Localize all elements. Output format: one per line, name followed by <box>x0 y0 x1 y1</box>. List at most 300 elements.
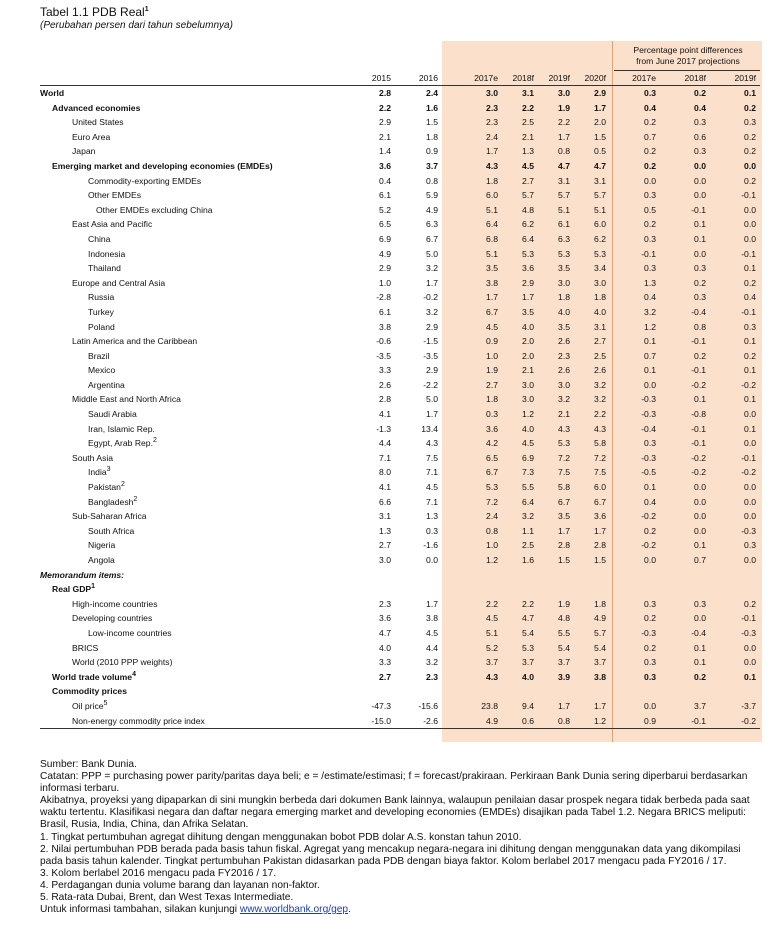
table-cell: 3.3 <box>379 365 391 376</box>
table-cell: 0.0 <box>744 233 756 244</box>
table-cell: 5.2 <box>379 204 391 215</box>
table-title: Tabel 1.1 PDB Real$^1$ <box>40 5 149 19</box>
table-row <box>40 641 760 656</box>
table-cell <box>710 582 760 597</box>
table-cell <box>610 568 660 583</box>
table-row <box>40 626 760 641</box>
table-cell: 0.0 <box>744 204 756 215</box>
row-label: Latin America and the Caribbean <box>72 336 198 347</box>
table-cell: 0.2 <box>744 350 756 361</box>
table-cell: 1.8 <box>558 292 570 303</box>
table-cell: -2.6 <box>395 714 442 729</box>
table-cell: -3.5 <box>423 350 438 361</box>
table-cell: 0.0 <box>644 555 656 565</box>
table-cell: 2.7 <box>594 336 606 347</box>
table-cell: -0.1 <box>691 204 706 215</box>
table-row <box>40 524 760 539</box>
row-label: World <box>40 88 65 98</box>
table-cell: 2.7 <box>522 175 534 186</box>
table-cell: 3.0 <box>486 88 498 98</box>
table-cell: 3.2 <box>426 263 438 274</box>
table-cell: 0.3 <box>644 438 656 449</box>
table-row <box>40 465 760 480</box>
table-cell: 3.8 <box>486 277 498 288</box>
table-cell: 0.0 <box>744 160 756 171</box>
table-cell: 1.4 <box>379 146 391 157</box>
table-cell: 4.3 <box>486 160 498 171</box>
table-cell <box>502 684 538 699</box>
table-cell <box>610 684 660 699</box>
table-cell <box>660 684 710 699</box>
table-cell: 3.1 <box>558 175 570 186</box>
table-cell: 2.6 <box>379 379 391 390</box>
table-cell: 2.4 <box>426 88 438 98</box>
table-cell <box>610 582 660 597</box>
table-cell: 0.9 <box>486 336 498 347</box>
table-cell <box>502 568 538 583</box>
table-cell: 5.7 <box>594 190 606 201</box>
table-cell: 2.1 <box>522 365 534 376</box>
table-cell: 1.3 <box>379 525 391 536</box>
table-row <box>40 451 760 466</box>
table-cell: 0.0 <box>694 190 706 201</box>
table-row <box>40 568 760 583</box>
table-cell: 0.0 <box>694 511 706 522</box>
note-more-info: Untuk informasi tambahan, silakan kunjungi www.worldbank.org/gep. <box>40 904 351 916</box>
row-label: Japan <box>72 146 96 157</box>
table-cell: 1.7 <box>594 525 606 536</box>
table-cell: 2.8 <box>379 394 391 405</box>
table-cell: 0.3 <box>426 525 438 536</box>
table-cell: -1.3 <box>376 423 391 434</box>
table-cell: 0.0 <box>744 555 756 565</box>
footnote-marker: 5 <box>103 700 108 708</box>
table-cell: 6.4 <box>486 219 498 230</box>
table-cell: 3.6 <box>379 160 391 171</box>
row-label: Commodity prices <box>52 686 127 697</box>
table-cell: 0.7 <box>644 350 656 361</box>
table-cell: 2.8 <box>379 88 391 98</box>
table-cell: 6.5 <box>486 452 498 463</box>
row-label: Angola <box>88 555 115 565</box>
table-cell: -0.2 <box>423 292 438 303</box>
table-cell <box>710 568 760 583</box>
table-cell: 1.7 <box>522 292 534 303</box>
table-cell: 4.4 <box>379 438 391 449</box>
table-cell: 0.9 <box>426 146 438 157</box>
table-cell: 4.9 <box>442 714 502 729</box>
table-cell: -0.2 <box>691 379 706 390</box>
table-cell: 1.5 <box>594 555 606 565</box>
table-row <box>40 188 760 203</box>
table-cell: 0.3 <box>486 409 498 420</box>
table-cell: 0.3 <box>644 657 656 668</box>
table-cell: -0.1 <box>741 613 756 624</box>
table-cell: 4.2 <box>486 438 498 449</box>
table-cell: -0.3 <box>641 394 656 405</box>
table-cell: 4.0 <box>522 671 534 682</box>
table-cell: 5.5 <box>558 627 570 638</box>
table-cell: 6.4 <box>522 496 534 507</box>
table-cell: 0.3 <box>694 117 706 128</box>
table-cell: 1.7 <box>486 146 498 157</box>
row-label: Commodity-exporting EMDEs <box>88 175 202 186</box>
table-cell: 2.3 <box>486 117 498 128</box>
table-cell: 0.1 <box>694 219 706 230</box>
table-cell: -0.6 <box>376 336 391 347</box>
table-cell: 3.3 <box>379 657 391 668</box>
table-cell: 5.3 <box>558 438 570 449</box>
table-cell: 2.0 <box>594 117 606 128</box>
row-label: Real GDP$^1$ <box>52 583 96 595</box>
table-cell: 0.4 <box>644 102 656 113</box>
table-cell: 1.3 <box>426 511 438 522</box>
row-label: Nigeria <box>88 540 116 551</box>
table-cell: 2.7 <box>379 671 391 682</box>
table-cell <box>442 582 502 597</box>
table-cell: 0.2 <box>694 277 706 288</box>
table-cell: 1.6 <box>426 102 438 113</box>
table-cell: 5.4 <box>594 642 606 653</box>
table-cell: 1.9 <box>486 365 498 376</box>
year-header: 2020f <box>574 72 610 86</box>
footnote-marker: 2 <box>152 437 157 445</box>
table-cell: 1.2 <box>486 555 498 565</box>
footnote-marker: 2 <box>133 495 138 503</box>
table-cell: 3.0 <box>522 379 534 390</box>
table-cell: 4.7 <box>522 613 534 624</box>
table-cell: 3.1 <box>522 88 534 98</box>
row-label: Russia <box>88 292 115 303</box>
table-cell: 0.0 <box>744 482 756 493</box>
table-cell: -15.6 <box>418 700 438 711</box>
table-cell: 0.0 <box>426 555 438 565</box>
table-cell: 9.4 <box>522 700 534 711</box>
table-row <box>40 597 760 612</box>
table-cell: 2.5 <box>594 350 606 361</box>
table-row <box>40 101 760 116</box>
table-cell: 0.3 <box>644 88 656 98</box>
table-cell: 6.2 <box>522 219 534 230</box>
table-cell: 4.7 <box>594 160 606 171</box>
table-cell: 7.2 <box>558 452 570 463</box>
table-cell: 6.3 <box>558 233 570 244</box>
table-cell: 0.2 <box>744 598 756 609</box>
table-cell: 0.3 <box>694 263 706 274</box>
table-cell: -0.4 <box>691 306 706 317</box>
table-cell: 4.8 <box>558 613 570 624</box>
table-cell: -0.1 <box>741 306 756 317</box>
table-cell: 0.0 <box>644 379 656 390</box>
table-cell: 0.2 <box>694 350 706 361</box>
table-cell: -0.2 <box>741 379 756 390</box>
table-cell: 2.9 <box>426 365 438 376</box>
table-cell: 2.2 <box>522 102 534 113</box>
table-cell: 4.3 <box>486 671 498 682</box>
table-cell: 0.1 <box>744 336 756 347</box>
table-cell: 2.2 <box>522 598 534 609</box>
table-cell: 0.4 <box>744 292 756 303</box>
table-cell <box>574 582 610 597</box>
table-cell <box>710 684 760 699</box>
table-cell: 0.7 <box>694 555 706 565</box>
table-cell <box>538 568 574 583</box>
row-label: World trade volume$^4$ <box>52 670 136 682</box>
table-cell: 6.7 <box>486 306 498 317</box>
table-cell: 0.0 <box>744 219 756 230</box>
table-cell: 2.1 <box>379 131 391 142</box>
footnote-marker: 4 <box>132 670 136 678</box>
table-cell: 0.1 <box>694 642 706 653</box>
table-cell: 0.0 <box>744 657 756 668</box>
table-cell: 3.7 <box>426 160 438 171</box>
table-cell: 0.8 <box>538 714 574 729</box>
table-cell: -0.1 <box>691 336 706 347</box>
table-cell: 2.0 <box>522 350 534 361</box>
table-cell <box>574 568 610 583</box>
table-row <box>40 174 760 189</box>
table-cell: -0.2 <box>741 467 756 478</box>
table-cell: 3.6 <box>486 423 498 434</box>
table-cell: 1.9 <box>558 598 570 609</box>
table-cell: 2.6 <box>594 365 606 376</box>
row-label: Mexico <box>88 365 116 376</box>
table-cell: 2.5 <box>522 540 534 551</box>
table-title-block <box>40 5 233 32</box>
table-cell: 1.3 <box>522 146 534 157</box>
table-cell: 7.5 <box>426 452 438 463</box>
table-cell: 2.9 <box>522 277 534 288</box>
row-label: Argentina <box>88 379 125 390</box>
table-cell: 6.1 <box>379 306 391 317</box>
row-label: Brazil <box>88 350 110 361</box>
row-label: India$^3$ <box>88 466 111 478</box>
table-cell: 7.5 <box>594 467 606 478</box>
table-row <box>40 232 760 247</box>
table-cell <box>538 582 574 597</box>
table-cell: 2.2 <box>379 102 391 113</box>
table-cell <box>395 684 442 699</box>
table-cell: 5.3 <box>486 482 498 493</box>
table-cell: 3.5 <box>558 321 570 332</box>
table-cell: -1.6 <box>423 540 438 551</box>
table-cell: 5.5 <box>522 482 534 493</box>
table-cell: 0.1 <box>744 394 756 405</box>
table-cell: 0.1 <box>694 657 706 668</box>
table-cell: 5.7 <box>558 190 570 201</box>
year-header: 2018f <box>502 72 538 86</box>
table-cell: 7.3 <box>522 467 534 478</box>
table-cell: 0.6 <box>694 131 706 142</box>
table-cell: 3.2 <box>522 511 534 522</box>
table-cell: 0.0 <box>644 175 656 186</box>
table-cell: 4.1 <box>379 409 391 420</box>
table-cell: 0.1 <box>744 263 756 274</box>
table-cell: 0.7 <box>644 131 656 142</box>
row-label: Middle East and North Africa <box>72 394 181 405</box>
table-cell: 0.8 <box>694 321 706 332</box>
table-cell: 6.3 <box>426 219 438 230</box>
table-cell: 0.0 <box>744 409 756 420</box>
table-cell: 6.0 <box>594 482 606 493</box>
table-cell: 0.1 <box>744 365 756 376</box>
table-cell: 1.8 <box>426 131 438 142</box>
table-cell: 3.7 <box>694 700 706 711</box>
table-cell: 4.0 <box>522 321 534 332</box>
table-cell <box>538 684 574 699</box>
table-cell: 4.0 <box>522 423 534 434</box>
table-cell <box>350 684 395 699</box>
table-cell: 4.9 <box>426 204 438 215</box>
table-cell: -0.4 <box>641 423 656 434</box>
table-cell: 3.0 <box>558 277 570 288</box>
table-cell: 1.0 <box>379 277 391 288</box>
table-cell: 4.0 <box>594 306 606 317</box>
table-cell: 0.3 <box>744 321 756 332</box>
table-row <box>40 86 760 101</box>
table-cell: 3.2 <box>426 306 438 317</box>
row-label: Thailand <box>88 263 121 274</box>
table-cell <box>574 684 610 699</box>
year-header-row <box>40 72 760 86</box>
table-cell <box>350 568 395 583</box>
table-row <box>40 290 760 305</box>
notes-section <box>40 759 760 916</box>
table-cell: 6.0 <box>486 190 498 201</box>
table-cell: 2.5 <box>522 117 534 128</box>
table-cell: 3.6 <box>594 511 606 522</box>
table-cell: 0.2 <box>694 671 706 682</box>
table-cell: 0.0 <box>694 496 706 507</box>
table-cell: 3.8 <box>379 321 391 332</box>
table-cell: 1.6 <box>522 555 534 565</box>
table-cell: 3.7 <box>594 657 606 668</box>
table-cell: -0.1 <box>691 365 706 376</box>
table-cell: 5.3 <box>522 642 534 653</box>
table-cell: 1.2 <box>574 714 610 729</box>
table-cell: -0.1 <box>691 423 706 434</box>
table-cell: 0.3 <box>694 598 706 609</box>
table-cell: 23.8 <box>481 700 498 711</box>
table-cell: 3.7 <box>558 657 570 668</box>
row-label: East Asia and Pacific <box>72 219 153 230</box>
table-cell: -0.2 <box>710 714 760 729</box>
table-cell: 7.5 <box>558 467 570 478</box>
table-cell <box>502 582 538 597</box>
table-cell: 3.1 <box>594 321 606 332</box>
row-label: Other EMDEs <box>88 190 142 201</box>
table-cell: 0.0 <box>694 613 706 624</box>
table-cell: 3.0 <box>558 88 570 98</box>
table-cell: 0.4 <box>644 496 656 507</box>
year-header: 2016 <box>395 72 442 86</box>
table-cell: 4.4 <box>426 642 438 653</box>
table-row <box>40 130 760 145</box>
table-cell: 5.1 <box>486 627 498 638</box>
table-cell: 3.9 <box>558 671 570 682</box>
table-cell: 3.0 <box>379 555 391 565</box>
table-cell: 0.0 <box>694 248 706 259</box>
table-cell: 0.2 <box>644 525 656 536</box>
table-cell: 0.2 <box>744 102 756 113</box>
table-cell: 6.6 <box>379 496 391 507</box>
table-cell: 0.2 <box>644 642 656 653</box>
table-cell: 2.3 <box>486 102 498 113</box>
table-cell: 1.7 <box>486 292 498 303</box>
table-cell: 2.3 <box>558 350 570 361</box>
table-cell: 4.8 <box>522 204 534 215</box>
table-cell: 0.2 <box>744 175 756 186</box>
table-subtitle: (Perubahan persen dari tahun sebelumnya) <box>40 20 233 31</box>
table-cell: 1.5 <box>426 117 438 128</box>
table-cell: 5.3 <box>594 248 606 259</box>
row-label: BRICS <box>72 642 99 653</box>
table-cell: 0.3 <box>744 117 756 128</box>
row-label: Non-energy commodity price index <box>40 714 350 729</box>
table-row <box>40 670 760 685</box>
table-row <box>40 349 760 364</box>
footnote-marker: 3 <box>106 466 111 474</box>
table-cell: 4.9 <box>594 613 606 624</box>
table-cell: 0.6 <box>502 714 538 729</box>
table-cell: 3.1 <box>594 175 606 186</box>
table-cell <box>395 568 442 583</box>
table-cell: 0.1 <box>744 88 756 98</box>
table-row <box>40 247 760 262</box>
row-label: Sub-Saharan Africa <box>72 511 147 522</box>
table-row <box>40 217 760 232</box>
table-cell <box>660 568 710 583</box>
table-cell: 0.3 <box>744 540 756 551</box>
year-header: 2017e <box>442 72 502 86</box>
table-row <box>40 422 760 437</box>
table-cell: 2.3 <box>379 598 391 609</box>
table-cell: 1.7 <box>594 102 606 113</box>
table-cell: 0.0 <box>694 482 706 493</box>
table-cell: 2.6 <box>558 365 570 376</box>
table-cell: 6.7 <box>594 496 606 507</box>
table-cell: 0.3 <box>694 146 706 157</box>
table-cell: 0.2 <box>744 131 756 142</box>
table-cell: 3.7 <box>486 657 498 668</box>
row-label: Pakistan$^2$ <box>88 481 125 493</box>
table-cell: 0.1 <box>694 540 706 551</box>
worldbank-link[interactable]: www.worldbank.org/gep <box>239 904 349 916</box>
table-cell: 8.0 <box>379 467 391 478</box>
table-cell: 0.2 <box>644 117 656 128</box>
table-cell <box>660 582 710 597</box>
table-cell: 0.3 <box>644 598 656 609</box>
table-cell: 1.7 <box>558 525 570 536</box>
table-cell: 2.4 <box>486 511 498 522</box>
table-row <box>40 684 760 699</box>
table-cell: 5.0 <box>426 394 438 405</box>
table-cell: 1.7 <box>426 409 438 420</box>
table-cell: 3.5 <box>558 263 570 274</box>
table-cell: 4.3 <box>594 423 606 434</box>
table-cell: -0.3 <box>641 452 656 463</box>
table-cell: -3.5 <box>376 350 391 361</box>
table-cell: 2.1 <box>522 131 534 142</box>
table-cell: 6.1 <box>379 190 391 201</box>
table-cell: 6.9 <box>522 452 534 463</box>
table-cell: 5.1 <box>558 204 570 215</box>
table-cell: 1.9 <box>558 102 570 113</box>
table-cell: -0.3 <box>641 409 656 420</box>
table-row <box>40 480 760 495</box>
table-cell: 2.6 <box>558 336 570 347</box>
table-cell: 0.8 <box>426 175 438 186</box>
